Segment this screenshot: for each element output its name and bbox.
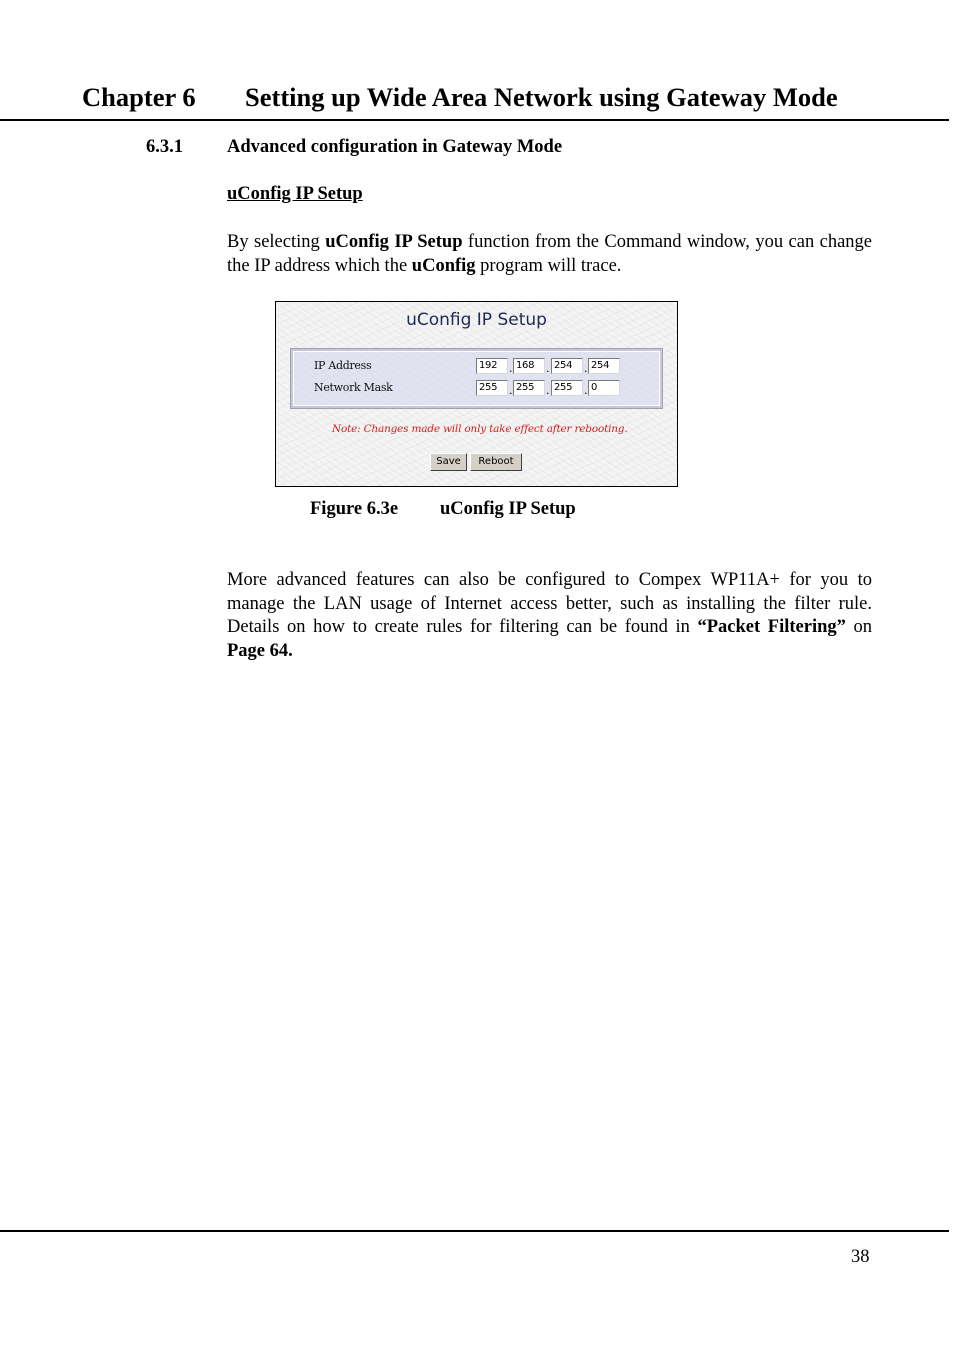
mask-dot-2: . — [546, 384, 550, 397]
uconfig-ip-setup-screenshot — [275, 301, 678, 487]
chapter-number: Chapter 6 — [82, 82, 196, 112]
mask-octet-1-input[interactable]: 255 — [476, 380, 508, 396]
reboot-button[interactable]: Reboot — [470, 453, 522, 471]
header-divider — [0, 119, 949, 121]
page-reference: Page 64. — [227, 640, 293, 661]
paragraph-advanced-text-2: on — [845, 617, 873, 637]
figure-title: uConfig IP Setup — [406, 310, 547, 330]
figure-caption — [310, 499, 576, 520]
mask-octet-3-input[interactable]: 255 — [551, 380, 583, 396]
chapter-header — [82, 80, 922, 114]
paragraph-intro-bold-1: uConfig IP Setup — [325, 232, 463, 252]
section-number: 6.3.1 — [146, 137, 183, 157]
reboot-note: Note: Changes made will only take effect after rebooting. — [332, 423, 628, 435]
figure-caption-text: uConfig IP Setup — [440, 499, 576, 519]
ip-dot-2: . — [546, 362, 550, 375]
section-title: Advanced configuration in Gateway Mode — [227, 137, 563, 157]
ip-octet-3-input[interactable]: 254 — [551, 358, 583, 374]
mask-dot-1: . — [509, 384, 513, 397]
ip-dot-1: . — [509, 362, 513, 375]
ip-octet-2-input[interactable]: 168 — [513, 358, 545, 374]
packet-filtering-reference: “Packet Filtering” — [697, 617, 846, 637]
network-mask-label: Network Mask — [314, 381, 393, 394]
ip-octet-4-input[interactable]: 254 — [588, 358, 620, 374]
subheading: uConfig IP Setup — [227, 184, 363, 204]
paragraph-advanced — [227, 569, 872, 663]
chapter-title: Setting up Wide Area Network using Gateway Mode — [245, 82, 838, 112]
mask-octet-2-input[interactable]: 255 — [513, 380, 545, 396]
paragraph-intro-text-2: function from the Command window, you can change the IP address which the — [227, 232, 872, 276]
mask-octet-4-input[interactable]: 0 — [588, 380, 620, 396]
paragraph-intro-text-1: By selecting — [227, 232, 326, 252]
paragraph-advanced-text-1: More advanced features can also be configured to Compex WP11A+ for you to manage the LAN usage of Internet access better, such as installing the filter rule. Details on how to create rules for filtering can be found in — [227, 570, 872, 637]
paragraph-intro-text-3: program will trace. — [475, 255, 622, 276]
mask-dot-3: . — [584, 384, 588, 397]
ip-dot-3: . — [584, 362, 588, 375]
page-number: 38 — [851, 1247, 870, 1267]
section-heading — [146, 137, 562, 158]
footer-divider — [0, 1230, 949, 1232]
figure-number: Figure 6.3e — [310, 499, 399, 519]
paragraph-intro-bold-2: uConfig — [411, 255, 476, 276]
ip-octet-1-input[interactable]: 192 — [476, 358, 508, 374]
ip-address-label: IP Address — [314, 359, 372, 372]
paragraph-intro — [227, 231, 872, 278]
save-button[interactable]: Save — [430, 453, 467, 471]
